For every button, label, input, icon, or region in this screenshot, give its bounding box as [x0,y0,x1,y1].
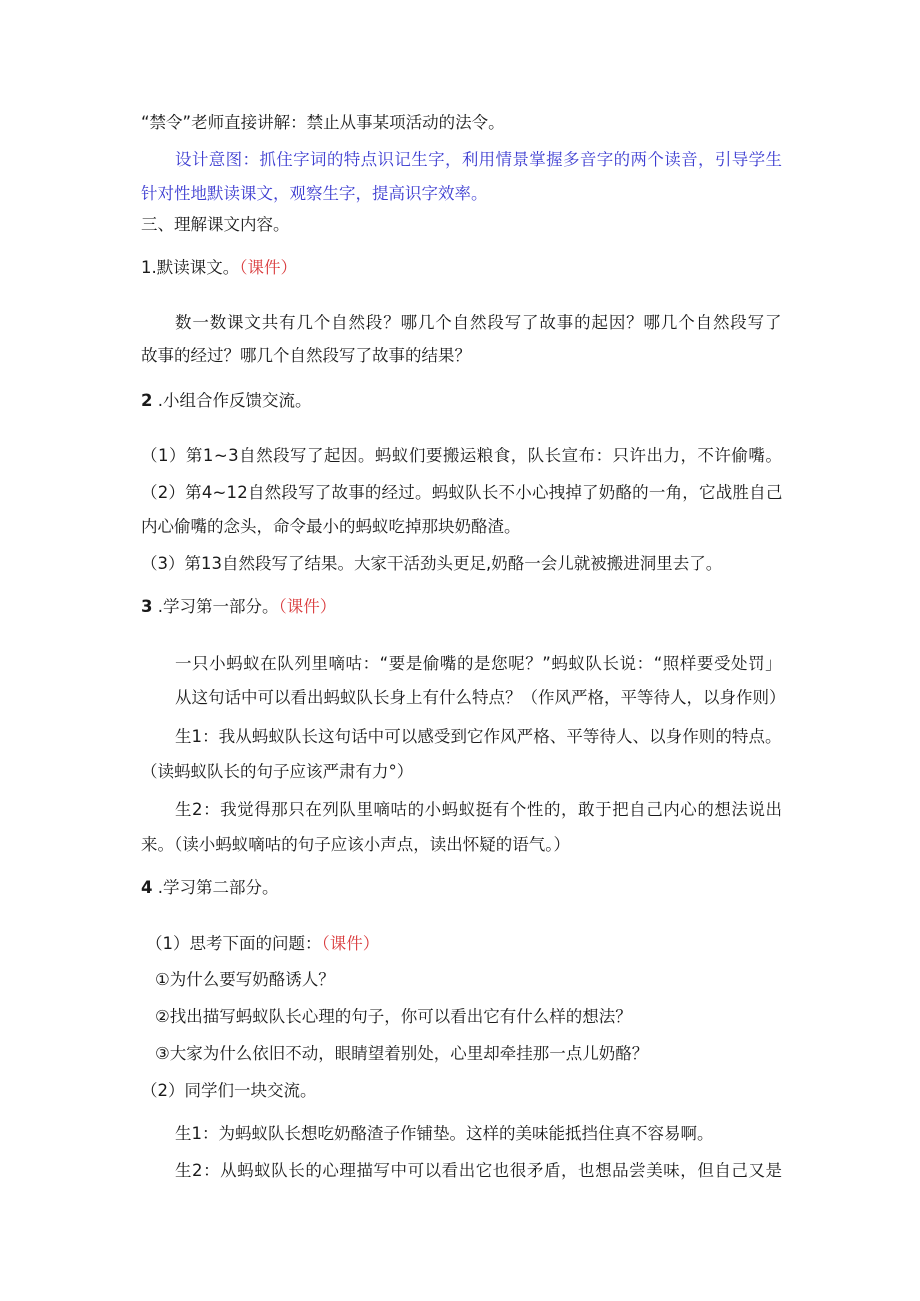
line-text: 生1：为蚂蚁队长想吃奶酪渣子作铺垫。这样的美味能抵挡住真不容易啊。 [175,1124,714,1143]
line-text: （2）同学们一块交流。 [141,1081,317,1100]
text-line [141,257,297,279]
line-text: 三、理解课文内容。 [141,215,290,234]
courseware-tag: （课件） [239,258,297,277]
text-line [155,1043,648,1065]
text-line [141,596,336,618]
line-text: （2）第4~12自然段写了故事的经过。蚂蚁队长不小心拽掉了奶酪的一角，它战胜自己 [141,483,783,502]
line-text: ②找出描写蚂蚁队长心理的句子，你可以看出它有什么样的想法？ [155,1007,632,1026]
text-line [141,183,488,205]
text-line [175,799,783,821]
line-text: 4 [141,878,153,897]
text-line [141,1080,317,1102]
text-line [141,214,290,236]
design-intent-text: 设计意图：抓住字词的特点识记生字，利用情景掌握多音字的两个读音，引导学生 [175,150,783,169]
text-line [141,345,471,367]
text-line [141,112,505,134]
courseware-tag: （课件） [321,934,380,953]
text-line [141,482,783,504]
line-text: 数一数课文共有几个自然段？哪几个自然段写了故事的起因？哪几个自然段写了 [175,313,783,332]
text-line [175,687,786,709]
text-line [141,877,278,899]
text-line [141,761,413,783]
line-text: 2 [141,391,153,410]
text-line [175,653,782,675]
courseware-tag: （课件） [278,597,337,616]
line-text: 1.默读课文。 [141,258,240,277]
line-text: 生2：我觉得那只在列队里嘀咕的小蚂蚁挺有个性的，敢于把自己内心的想法说出 [175,800,783,819]
line-text: .学习第二部分。 [152,878,279,897]
text-line [155,1006,632,1028]
text-line [146,933,379,955]
text-line [175,1123,714,1145]
line-text: 一只小蚂蚁在队列里嘀咕：“要是偷嘴的是您呢？”蚂蚁队长说：“照样要受处罚」 [175,654,783,673]
text-line [155,969,335,991]
line-text: .学习第一部分。 [152,597,279,616]
line-text: 内心偷嘴的念头，命令最小的蚂蚁吃掉那块奶酪渣。 [141,517,521,536]
line-text: 从这句话中可以看出蚂蚁队长身上有什么特点？（作风严格，平等待人，以身作则） [175,688,786,707]
line-text: 生1：我从蚂蚁队长这句话中可以感受到它作风严格、平等待人、以身作则的特点。 [175,727,782,746]
text-line [141,516,521,538]
text-line [175,726,782,748]
text-line [175,312,782,334]
text-line [141,390,311,412]
line-text: “禁令”老师直接讲解：禁止从事某项活动的法令。 [141,113,505,132]
line-text: 生2：从蚂蚁队长的心理描写中可以看出它也很矛盾，也想品尝美味，但自己又是 [175,1161,783,1180]
line-text: ③大家为什么依旧不动，眼睛望着别处，心里却牵挂那一点儿奶酪？ [155,1044,649,1063]
line-text: （3）第13自然段写了结果。大家干活劲头更足,奶酪一会儿就被搬进洞里去了。 [141,554,723,573]
text-line [141,553,722,575]
line-text: （1）第1~3自然段写了起因。蚂蚁们要搬运粮食，队长宣布：只许出力，不许偷嘴。 [141,446,783,465]
text-line [141,445,782,467]
line-text: （1）思考下面的问题： [146,934,322,953]
line-text: ①为什么要写奶酪诱人？ [155,970,335,989]
design-intent-text: 针对性地默读课文，观察生字，提高识字效率。 [141,184,488,203]
line-text: （读蚂蚁队长的句子应该严肃有力°） [141,762,414,781]
line-text: .小组合作反馈交流。 [152,391,312,410]
line-text: 来。（读小蚂蚁嘀咕的句子应该小声点，读出怀疑的语气。） [141,835,570,854]
text-line [175,1160,783,1182]
text-line [175,149,782,171]
line-text: 故事的经过？哪几个自然段写了故事的结果？ [141,346,471,365]
text-line [141,834,570,856]
line-text: 3 [141,597,153,616]
